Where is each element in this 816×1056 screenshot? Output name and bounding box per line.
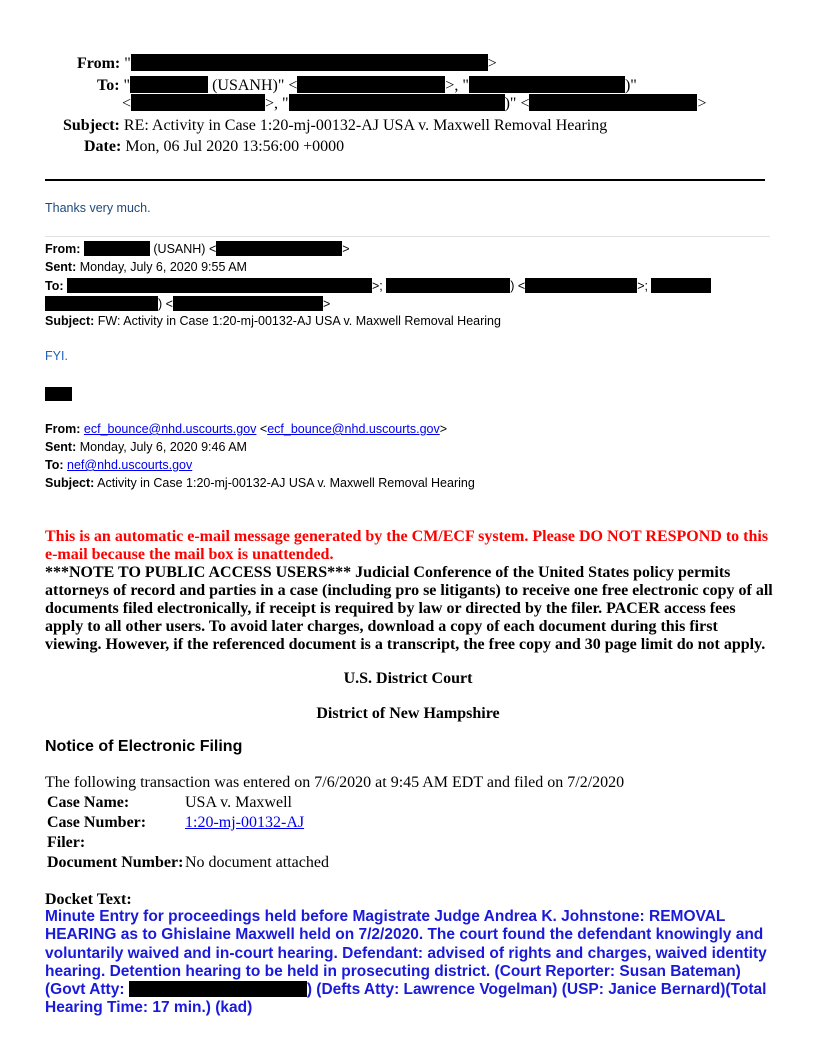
- doc-number: No document attached: [185, 854, 329, 871]
- redaction: [297, 76, 445, 93]
- redaction-signature: [45, 387, 72, 401]
- doc-number-label: Document Number:: [47, 854, 184, 871]
- case-name-label: Case Name:: [47, 794, 130, 811]
- redaction: [84, 241, 150, 256]
- from-label: From:: [45, 242, 81, 256]
- divider: [45, 236, 770, 237]
- district-name: District of New Hampshire: [316, 705, 500, 722]
- redaction: [130, 76, 208, 93]
- redaction: [131, 54, 488, 71]
- to-label: To:: [97, 77, 120, 94]
- to-email-link[interactable]: nef@nhd.uscourts.gov: [67, 458, 193, 472]
- public-access-note: ***NOTE TO PUBLIC ACCESS USERS*** Judicial Conference of the United States policy permits attorneys of record and parties in a case (including pro se litigants) to receive one free electronic copy of all documents filed electronically, if receipt is required by law or directed by the filer. PACER access fees apply to all other users. To avoid later charges, download a copy of each document during this first viewing. However, if the referenced document is a transcript, the free copy and 30 page limit do not apply.: [45, 564, 773, 653]
- redaction: [173, 296, 323, 311]
- from-email-link[interactable]: ecf_bounce@nhd.uscourts.gov: [83, 422, 257, 436]
- fwd2-sent: [45, 440, 247, 454]
- docket-text-part2: ) (Defts Atty: Lawrence Vogelman) (USP: Janice Bernard)(Total Hearing Time: 17 min.) (kad): [45, 981, 767, 1017]
- redaction: [651, 278, 711, 293]
- header-to-cont: < >, " )" < >: [122, 95, 707, 112]
- to-label: To:: [45, 279, 64, 293]
- from-label: From:: [45, 422, 81, 436]
- redaction: [469, 76, 625, 93]
- header-from: From: " >: [77, 55, 497, 72]
- reply-body: Thanks very much.: [45, 201, 151, 215]
- divider: [45, 179, 765, 181]
- redaction: [131, 94, 265, 111]
- case-name: USA v. Maxwell: [185, 794, 292, 811]
- header-date: [84, 138, 344, 156]
- header-subject: [63, 117, 607, 135]
- sent: Monday, July 6, 2020 9:46 AM: [79, 440, 247, 454]
- filer-label: Filer:: [47, 834, 86, 851]
- docket-label: Docket Text:: [45, 891, 132, 908]
- from-org: (USANH) <: [153, 242, 217, 256]
- auto-email-warning: This is an automatic e-mail message generated by the CM/ECF system. Please DO NOT RESPOND to this e-mail because the mail box is unattended.: [45, 528, 769, 563]
- to-org: (USANH)": [212, 77, 285, 94]
- fwd1-from: From: (USANH) < >: [45, 242, 350, 256]
- from-label: From:: [77, 55, 121, 72]
- case-number-link[interactable]: 1:20-mj-00132-AJ: [185, 814, 305, 831]
- fwd1-sent: [45, 260, 247, 274]
- sent-label: Sent:: [45, 440, 77, 454]
- docket-text: [45, 908, 775, 1018]
- case-number-label: Case Number:: [47, 814, 147, 831]
- transaction-text: The following transaction was entered on 7/6/2020 at 9:45 AM EDT and filed on 7/2/2020: [45, 774, 625, 791]
- fwd1-body: FYI.: [45, 349, 68, 363]
- header-to: To: " (USANH)" < >, " )": [97, 77, 637, 94]
- notice-title: Notice of Electronic Filing: [45, 738, 243, 755]
- date: Mon, 06 Jul 2020 13:56:00 +0000: [125, 138, 345, 155]
- subject: Activity in Case 1:20-mj-00132-AJ USA v. Maxwell Removal Hearing: [97, 476, 475, 490]
- fwd1-subject: [45, 314, 501, 328]
- subject: RE: Activity in Case 1:20-mj-00132-AJ USA v. Maxwell Removal Hearing: [123, 117, 608, 134]
- subject-label: Subject:: [45, 314, 95, 328]
- date-label: Date:: [84, 138, 122, 155]
- subject-label: Subject:: [45, 476, 95, 490]
- fwd2-subject: [45, 476, 475, 490]
- fwd2-to: [45, 458, 192, 472]
- fwd1-to: To: >; ) < >;: [45, 278, 711, 293]
- sent-label: Sent:: [45, 260, 77, 274]
- redaction: [216, 241, 342, 256]
- redaction: [45, 296, 158, 311]
- subject-label: Subject:: [63, 117, 120, 134]
- fwd2-from: From: ecf_bounce@nhd.uscourts.gov <ecf_bounce@nhd.uscourts.gov>: [45, 422, 448, 436]
- court-name: U.S. District Court: [343, 670, 473, 687]
- redaction: [67, 278, 372, 293]
- redaction: [289, 94, 505, 111]
- redaction: [129, 981, 307, 997]
- docket-text-part1: Minute Entry for proceedings held before Magistrate Judge Andrea K. Johnstone: REMOVAL HEARING as to Ghislaine Maxwell held on 7/2/2020. The court found the defendant knowingly and voluntarily waived and in-court hearing. Defendant: advised of rights and charges, waived identity hearing. Detention hearing to be held in prosecuting district. (Court Reporter: Susan Bateman) (Govt Atty:: [45, 908, 767, 999]
- from-email-link-2[interactable]: ecf_bounce@nhd.uscourts.gov: [267, 422, 440, 436]
- to-label: To:: [45, 458, 64, 472]
- redaction: [529, 94, 697, 111]
- subject: FW: Activity in Case 1:20-mj-00132-AJ USA v. Maxwell Removal Hearing: [97, 314, 501, 328]
- fwd1-to-cont: ) < >: [45, 296, 330, 311]
- redaction: [386, 278, 510, 293]
- redaction: [525, 278, 637, 293]
- sent: Monday, July 6, 2020 9:55 AM: [79, 260, 247, 274]
